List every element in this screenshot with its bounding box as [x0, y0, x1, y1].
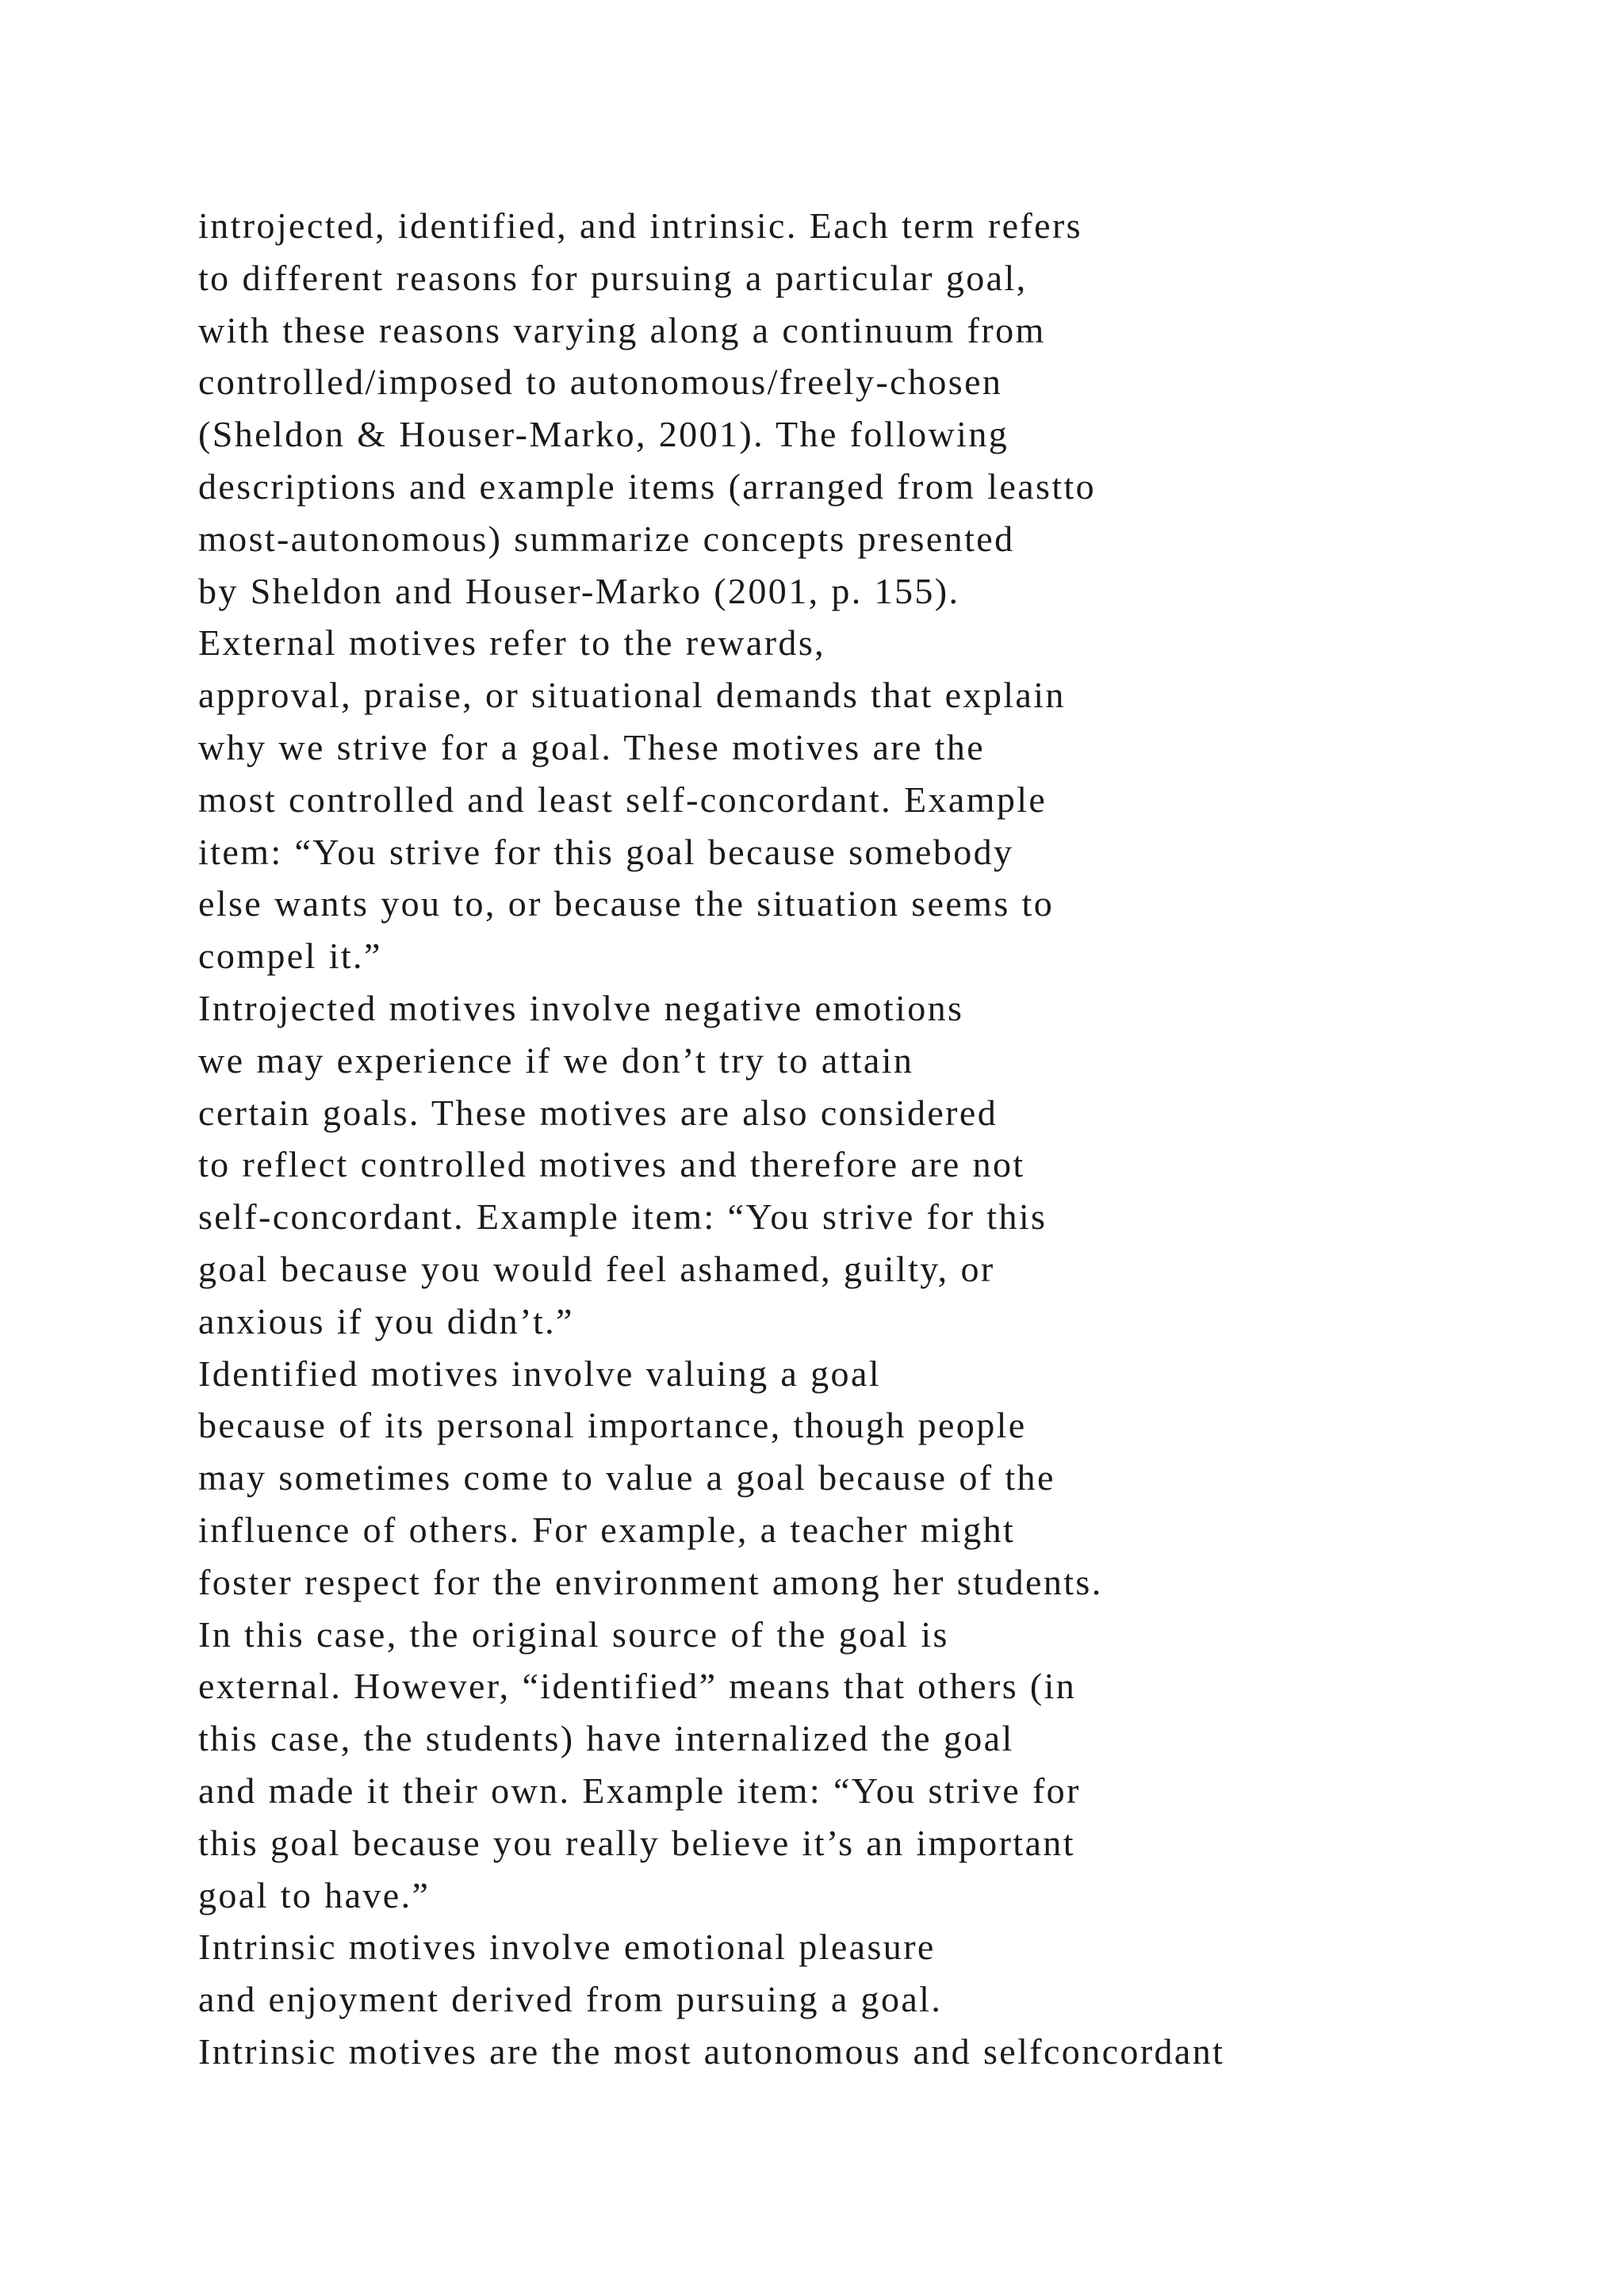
text-line: most-autonomous) summarize concepts presented	[198, 518, 1015, 559]
text-line: external. However, “identified” means that others (in	[198, 1666, 1077, 1707]
text-line: descriptions and example items (arranged from leastto	[198, 465, 1097, 507]
text-line: controlled/imposed to autonomous/freely-chosen	[198, 362, 1003, 403]
text-line: item: “You strive for this goal because somebody	[198, 831, 1014, 872]
text-line: approval, praise, or situational demands that explain	[198, 675, 1066, 716]
text-line: External motives refer to the rewards,	[198, 622, 826, 664]
text-line: Intrinsic motives are the most autonomous and selfconcordant	[198, 2030, 1225, 2072]
text-line: goal because you would feel ashamed, guilty, or	[198, 1248, 995, 1289]
text-line: may sometimes come to value a goal because of the	[198, 1457, 1055, 1498]
text-line: to reflect controlled motives and therefore are not	[198, 1144, 1025, 1185]
text-line: (Sheldon & Houser-Marko, 2001). The following	[198, 414, 1009, 455]
text-line: goal to have.”	[198, 1874, 431, 1915]
text-line: with these reasons varying along a continuum from	[198, 309, 1046, 350]
text-line: else wants you to, or because the situation seems to	[198, 883, 1055, 924]
text-line: anxious if you didn’t.”	[198, 1300, 574, 1341]
text-line: this goal because you really believe it’s an important	[198, 1822, 1075, 1863]
text-line: certain goals. These motives are also considered	[198, 1092, 998, 1133]
text-line: why we strive for a goal. These motives are the	[198, 726, 986, 767]
text-line: self-concordant. Example item: “You strive for this	[198, 1196, 1048, 1238]
text-line: foster respect for the environment among her students.	[198, 1561, 1103, 1602]
text-line: Identified motives involve valuing a goal	[198, 1353, 881, 1394]
text-line: by Sheldon and Houser-Marko (2001, p. 155).	[198, 570, 960, 611]
text-line: Introjected motives involve negative emotions	[198, 987, 964, 1028]
text-line: most controlled and least self-concordant. Example	[198, 779, 1048, 820]
text-line: influence of others. For example, a teacher might	[198, 1509, 1016, 1550]
text-line: to different reasons for pursuing a particular goal,	[198, 257, 1028, 298]
text-line: compel it.”	[198, 936, 382, 977]
text-line: this case, the students) have internalized the goal	[198, 1718, 1014, 1759]
text-line: In this case, the original source of the goal is	[198, 1613, 949, 1655]
text-line: we may experience if we don’t try to attain	[198, 1039, 914, 1081]
body-text	[198, 200, 1610, 2078]
text-line: Intrinsic motives involve emotional pleasure	[198, 1927, 936, 1968]
text-line: and made it their own. Example item: “You strive for	[198, 1770, 1081, 1811]
text-line: introjected, identified, and intrinsic. Each term refers	[198, 205, 1082, 246]
text-line: and enjoyment derived from pursuing a goal.	[198, 1979, 943, 2020]
text-line: because of its personal importance, though people	[198, 1405, 1027, 1446]
